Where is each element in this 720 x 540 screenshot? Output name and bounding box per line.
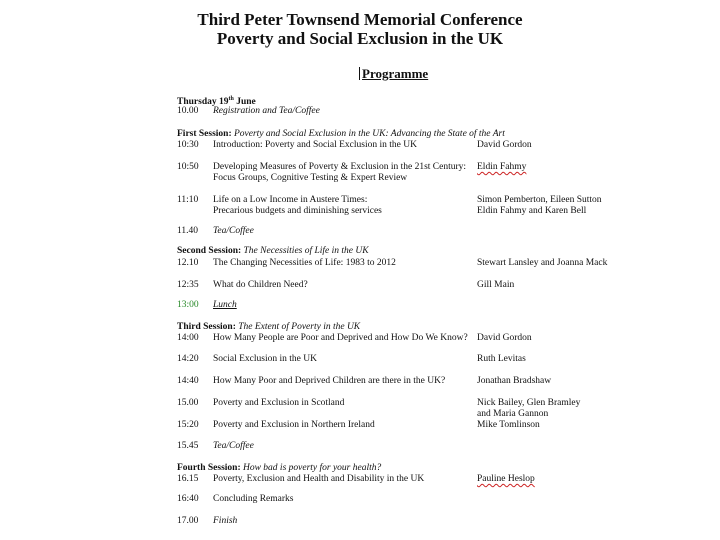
row-desc: Registration and Tea/Coffee — [213, 106, 320, 116]
row-time: 10:30 — [177, 140, 199, 150]
row-time: 16.15 — [177, 474, 199, 484]
row-desc: Poverty and Exclusion in Northern Ireland — [213, 420, 375, 430]
row-time: 15:20 — [177, 420, 199, 430]
row-desc: How Many Poor and Deprived Children are there in the UK? — [213, 376, 446, 386]
row-desc: Poverty, Exclusion and Health and Disability in the UK — [213, 474, 425, 484]
session-label: Third Session: — [177, 322, 236, 332]
row-time: 13:00 — [177, 300, 199, 310]
row-speaker: Pauline Heslop — [477, 474, 535, 484]
conference-title-line2: Poverty and Social Exclusion in the UK — [216, 29, 504, 48]
session1-heading — [177, 129, 505, 140]
row-desc-line2: Precarious budgets and diminishing services — [213, 206, 382, 216]
row-desc: Tea/Coffee — [213, 226, 254, 236]
session-label: Second Session: — [177, 246, 242, 256]
row-time: 14:40 — [177, 376, 199, 386]
row-desc: Poverty and Exclusion in Scotland — [213, 398, 345, 408]
row-time: 17.00 — [177, 516, 199, 526]
row-speaker: David Gordon — [477, 333, 532, 343]
row-desc: Social Exclusion in the UK — [213, 354, 317, 364]
row-desc: Life on a Low Income in Austere Times: — [213, 195, 368, 205]
row-time: 11:10 — [177, 195, 199, 205]
row-speaker: Jonathan Bradshaw — [477, 376, 552, 386]
row-time: 14:00 — [177, 333, 199, 343]
row-speaker: Stewart Lansley and Joanna Mack — [477, 258, 608, 268]
row-desc: How Many People are Poor and Deprived and How Do We Know? — [213, 333, 468, 343]
row-time: 11.40 — [177, 226, 199, 236]
session-label: Fourth Session: — [177, 463, 241, 473]
row-desc: Finish — [213, 516, 238, 526]
row-desc-line2: Focus Groups, Cognitive Testing & Expert Review — [213, 173, 408, 183]
row-time: 15.00 — [177, 398, 199, 408]
row-speaker: Mike Tomlinson — [477, 420, 540, 430]
row-speaker: Simon Pemberton, Eileen Sutton — [477, 195, 602, 205]
day-sup: th — [228, 96, 234, 102]
row-time: 15.45 — [177, 441, 199, 451]
row-time: 14:20 — [177, 354, 199, 364]
row-desc: Tea/Coffee — [213, 441, 254, 451]
row-speaker: Nick Bailey, Glen Bramley — [477, 398, 581, 408]
row-desc: Concluding Remarks — [213, 494, 294, 504]
row-speaker: Gill Main — [477, 280, 515, 290]
row-desc: Introduction: Poverty and Social Exclusion in the UK — [213, 140, 417, 150]
row-speaker-line2: and Maria Gannon — [477, 409, 549, 419]
session4-heading — [177, 463, 381, 474]
row-speaker: Ruth Levitas — [477, 354, 526, 364]
conference-title-line1: Third Peter Townsend Memorial Conference — [197, 10, 523, 29]
text-cursor — [359, 67, 360, 80]
row-desc: Lunch — [213, 300, 237, 310]
row-time: 12.10 — [177, 258, 199, 268]
row-desc: The Changing Necessities of Life: 1983 to 2012 — [213, 258, 396, 268]
session-title: Poverty and Social Exclusion in the UK: Advancing the State of the Art — [234, 129, 505, 139]
session-title: How bad is poverty for your health? — [242, 463, 382, 473]
row-speaker-line2: Eldin Fahmy and Karen Bell — [477, 206, 587, 216]
row-time: 16:40 — [177, 494, 199, 504]
row-time: 10.00 — [177, 106, 199, 116]
row-time: 10:50 — [177, 162, 199, 172]
session-title: The Necessities of Life in the UK — [243, 246, 369, 256]
row-time: 12:35 — [177, 280, 199, 290]
row-desc: Developing Measures of Poverty & Exclusion in the 21st Century: — [213, 162, 467, 172]
row-speaker: Eldin Fahmy — [477, 162, 527, 172]
session-label: First Session: — [177, 129, 232, 139]
session2-heading — [177, 246, 369, 257]
programme-label: Programme — [362, 66, 429, 81]
session-title: The Extent of Poverty in the UK — [238, 322, 361, 332]
row-speaker: David Gordon — [477, 140, 532, 150]
programme-heading — [359, 66, 428, 82]
day-month: June — [233, 97, 256, 108]
session3-heading — [177, 322, 360, 333]
day-label: Thursday 19 — [177, 97, 229, 108]
row-desc: What do Children Need? — [213, 280, 308, 290]
